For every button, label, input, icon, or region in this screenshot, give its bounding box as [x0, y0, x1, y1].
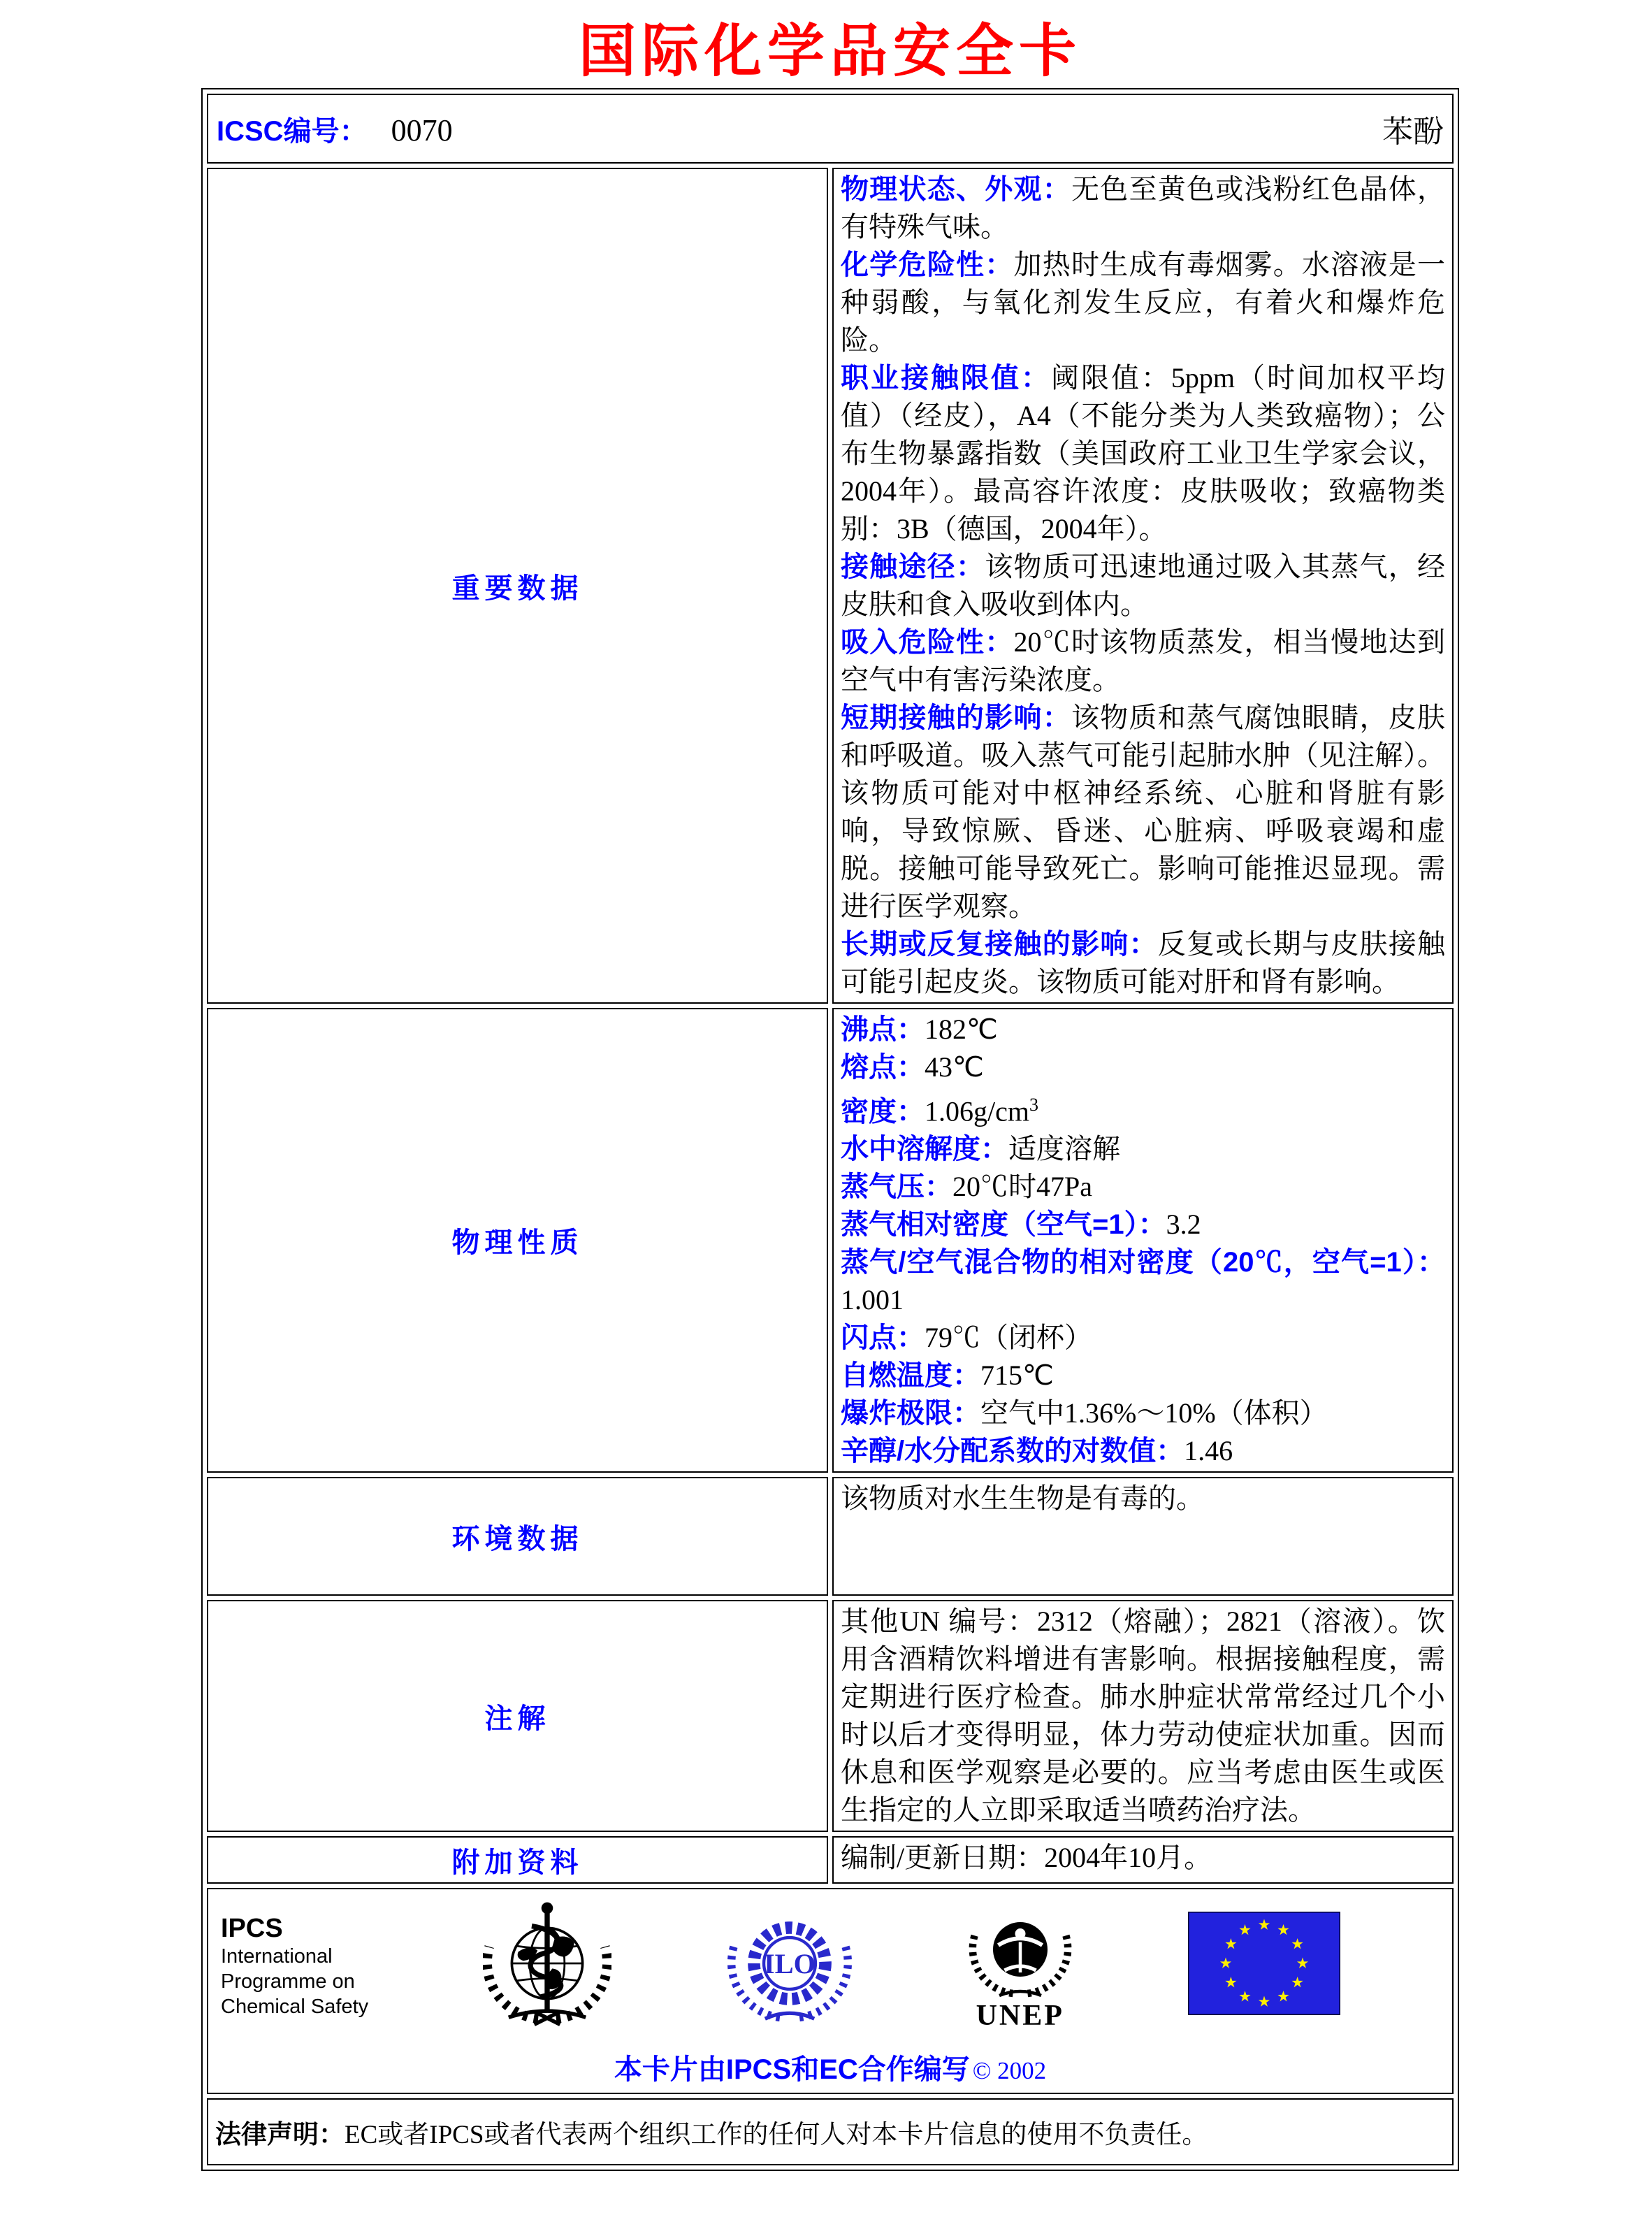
field-value: 反复或长期与皮肤接触可能引起皮炎。该物质可能对肝和肾有影响。	[841, 928, 1445, 997]
environment-data-row	[207, 1477, 1454, 1596]
field-value: 1.06g/cm	[925, 1095, 1029, 1127]
section-label-cell-environment	[207, 1477, 828, 1596]
unep-emblem-icon	[967, 1897, 1073, 2002]
field-label: 闪点：	[841, 1322, 925, 1354]
field-label: 蒸气压：	[841, 1171, 952, 1203]
field-label: 蒸气/空气混合物的相对密度（20℃，空气=1）：	[841, 1247, 1445, 1278]
physical-item	[841, 1432, 1445, 1470]
icsc-number-label: ICSC编号：	[217, 115, 368, 147]
field-value: 715℃	[980, 1359, 1054, 1392]
physical-item	[841, 1243, 1445, 1319]
field-label: 长期或反复接触的影响：	[841, 929, 1158, 960]
important-item	[841, 925, 1445, 1001]
important-item	[841, 623, 1445, 699]
field-value: 无色至黄色或浅粉红色晶体，有特殊气味。	[841, 173, 1445, 243]
ipcs-line: International	[221, 1945, 333, 1968]
field-value: 空气中1.36%～10%（体积）	[980, 1397, 1328, 1429]
field-label: 爆炸极限：	[841, 1398, 980, 1429]
field-label: 熔点：	[841, 1052, 925, 1083]
additional-text: 编制/更新日期：2004年10月。	[841, 1842, 1212, 1874]
field-value: 79℃（闭杯）	[925, 1322, 1092, 1354]
section-label-cell-important	[207, 168, 828, 1004]
field-value: 阈限值：5ppm（时间加权平均值）（经皮），A4（不能分类为人类致癌物）；公布生物暴露指数（美国政府工业卫生学家会议，2004年）。最高容许浓度：皮肤吸收；致癌物类别：3B（德国，2004年）。	[841, 362, 1445, 544]
physical-item	[841, 1319, 1445, 1357]
important-item	[841, 359, 1445, 548]
section-content-important	[832, 168, 1454, 1004]
field-label: 接触途径：	[841, 551, 985, 582]
field-label: 自燃温度：	[841, 1360, 980, 1392]
logos-cell	[207, 1888, 1454, 2094]
section-label-environment: 环境数据	[451, 1523, 584, 1554]
important-item	[841, 699, 1445, 925]
notes-text: 其他UN 编号：2312（熔融）；2821（溶液）。饮用含酒精饮料增进有害影响。根据接触程度，需定期进行医疗检查。肺水肿症状常常经过几个小时以后才变得明显，体力劳动使症状加重。因而休息和医学观察是必要的。应当考虑由医生或医生指定的人立即采取适当喷药治疗法。	[841, 1606, 1445, 1826]
caption-text: 本卡片由IPCS和EC合作编写	[614, 2054, 970, 2086]
physical-item	[841, 1086, 1445, 1130]
section-label-physical: 物理性质	[451, 1227, 584, 1259]
header-row	[207, 94, 1454, 164]
logos-row	[207, 1888, 1454, 2094]
field-value: 20℃时该物质蒸发，相当慢地达到空气中有害污染浓度。	[841, 626, 1445, 695]
field-value: 1.001	[841, 1284, 904, 1316]
legal-row	[207, 2098, 1454, 2165]
field-value: 3.2	[1166, 1208, 1201, 1241]
copyright-text: © 2002	[972, 2057, 1047, 2085]
field-value: 适度溶解	[1008, 1133, 1120, 1165]
field-value: 加热时生成有毒烟雾。水溶液是一种弱酸，与氧化剂发生反应，有着火和爆炸危险。	[841, 249, 1445, 356]
icsc-number-value: 0070	[391, 113, 453, 147]
important-item	[841, 548, 1445, 623]
icsc-card-table	[201, 88, 1459, 2171]
notes-row	[207, 1600, 1454, 1832]
field-value: 1.46	[1184, 1435, 1233, 1467]
field-label: 水中溶解度：	[841, 1134, 1008, 1165]
physical-item	[841, 1130, 1445, 1168]
section-content-additional	[832, 1836, 1454, 1884]
section-label-cell-physical	[207, 1008, 828, 1473]
physical-item	[841, 1048, 1445, 1086]
ipcs-title: IPCS	[221, 1914, 283, 1944]
field-value: 182℃	[925, 1013, 998, 1045]
physical-item	[841, 1357, 1445, 1394]
section-label-cell-notes	[207, 1600, 828, 1832]
field-value: 43℃	[925, 1051, 984, 1083]
field-label: 辛醇/水分配系数的对数值：	[841, 1436, 1184, 1467]
additional-info-row	[207, 1836, 1454, 1884]
who-emblem-icon	[483, 1899, 611, 2028]
physical-item	[841, 1394, 1445, 1432]
physical-item	[841, 1011, 1445, 1048]
legal-cell	[207, 2098, 1454, 2165]
page-title: 国际化学品安全卡	[578, 20, 1082, 83]
field-label: 蒸气相对密度（空气=1）：	[841, 1209, 1166, 1241]
unep-logo-block	[967, 1897, 1073, 2033]
field-value: 20℃时47Pa	[952, 1171, 1092, 1203]
ilo-emblem-icon	[727, 1902, 853, 2025]
ipcs-text-block	[221, 1895, 368, 2019]
chemical-name: 苯酚	[1382, 115, 1444, 149]
section-content-notes	[832, 1600, 1454, 1832]
ilo-letters: ILO	[763, 1948, 816, 1980]
section-label-important: 重要数据	[451, 572, 584, 604]
eu-flag-icon	[1188, 1912, 1340, 2015]
environment-text: 该物质对水生生物是有毒的。	[841, 1482, 1204, 1515]
section-label-notes: 注解	[484, 1703, 551, 1734]
physical-item	[841, 1168, 1445, 1206]
unep-wordmark: UNEP	[976, 2000, 1064, 2033]
important-item	[841, 171, 1445, 246]
important-item	[841, 246, 1445, 359]
legal-label: 法律声明：	[215, 2120, 345, 2149]
section-label-additional: 附加资料	[451, 1847, 584, 1878]
field-label: 短期接触的影响：	[841, 702, 1071, 733]
field-value-superscript: 3	[1029, 1095, 1038, 1115]
field-label: 沸点：	[841, 1014, 925, 1045]
legal-text: EC或者IPCS或者代表两个组织工作的任何人对本卡片信息的使用不负责任。	[345, 2121, 1208, 2150]
section-label-cell-additional	[207, 1836, 828, 1884]
field-value: 该物质可迅速地通过吸入其蒸气，经皮肤和食入吸收到体内。	[841, 551, 1445, 620]
logo-strip	[215, 1895, 1445, 2032]
physical-properties-row	[207, 1008, 1454, 1473]
field-label: 化学危险性：	[841, 250, 1014, 280]
field-value: 该物质和蒸气腐蚀眼睛，皮肤和呼吸道。吸入蒸气可能引起肺水肿（见注解）。该物质可能对中枢神经系统、心脏和肾脏有影响，导致惊厥、昏迷、心脏病、呼吸衰竭和虚脱。接触可能导致死亡。影响可能推迟显现。需进行医学观察。	[841, 702, 1445, 922]
header-cell	[207, 94, 1454, 164]
field-label: 吸入危险性：	[841, 627, 1014, 658]
field-label: 密度：	[841, 1096, 925, 1127]
section-content-environment	[832, 1477, 1454, 1596]
cooperation-caption	[215, 2047, 1445, 2087]
field-label: 职业接触限值：	[841, 363, 1051, 394]
physical-item	[841, 1206, 1445, 1243]
ipcs-line: Chemical Safety	[221, 1996, 369, 2019]
important-data-row	[207, 168, 1454, 1004]
field-label: 物理状态、外观：	[841, 174, 1071, 205]
ipcs-line: Programme on	[221, 1970, 355, 1993]
section-content-physical	[832, 1008, 1454, 1473]
